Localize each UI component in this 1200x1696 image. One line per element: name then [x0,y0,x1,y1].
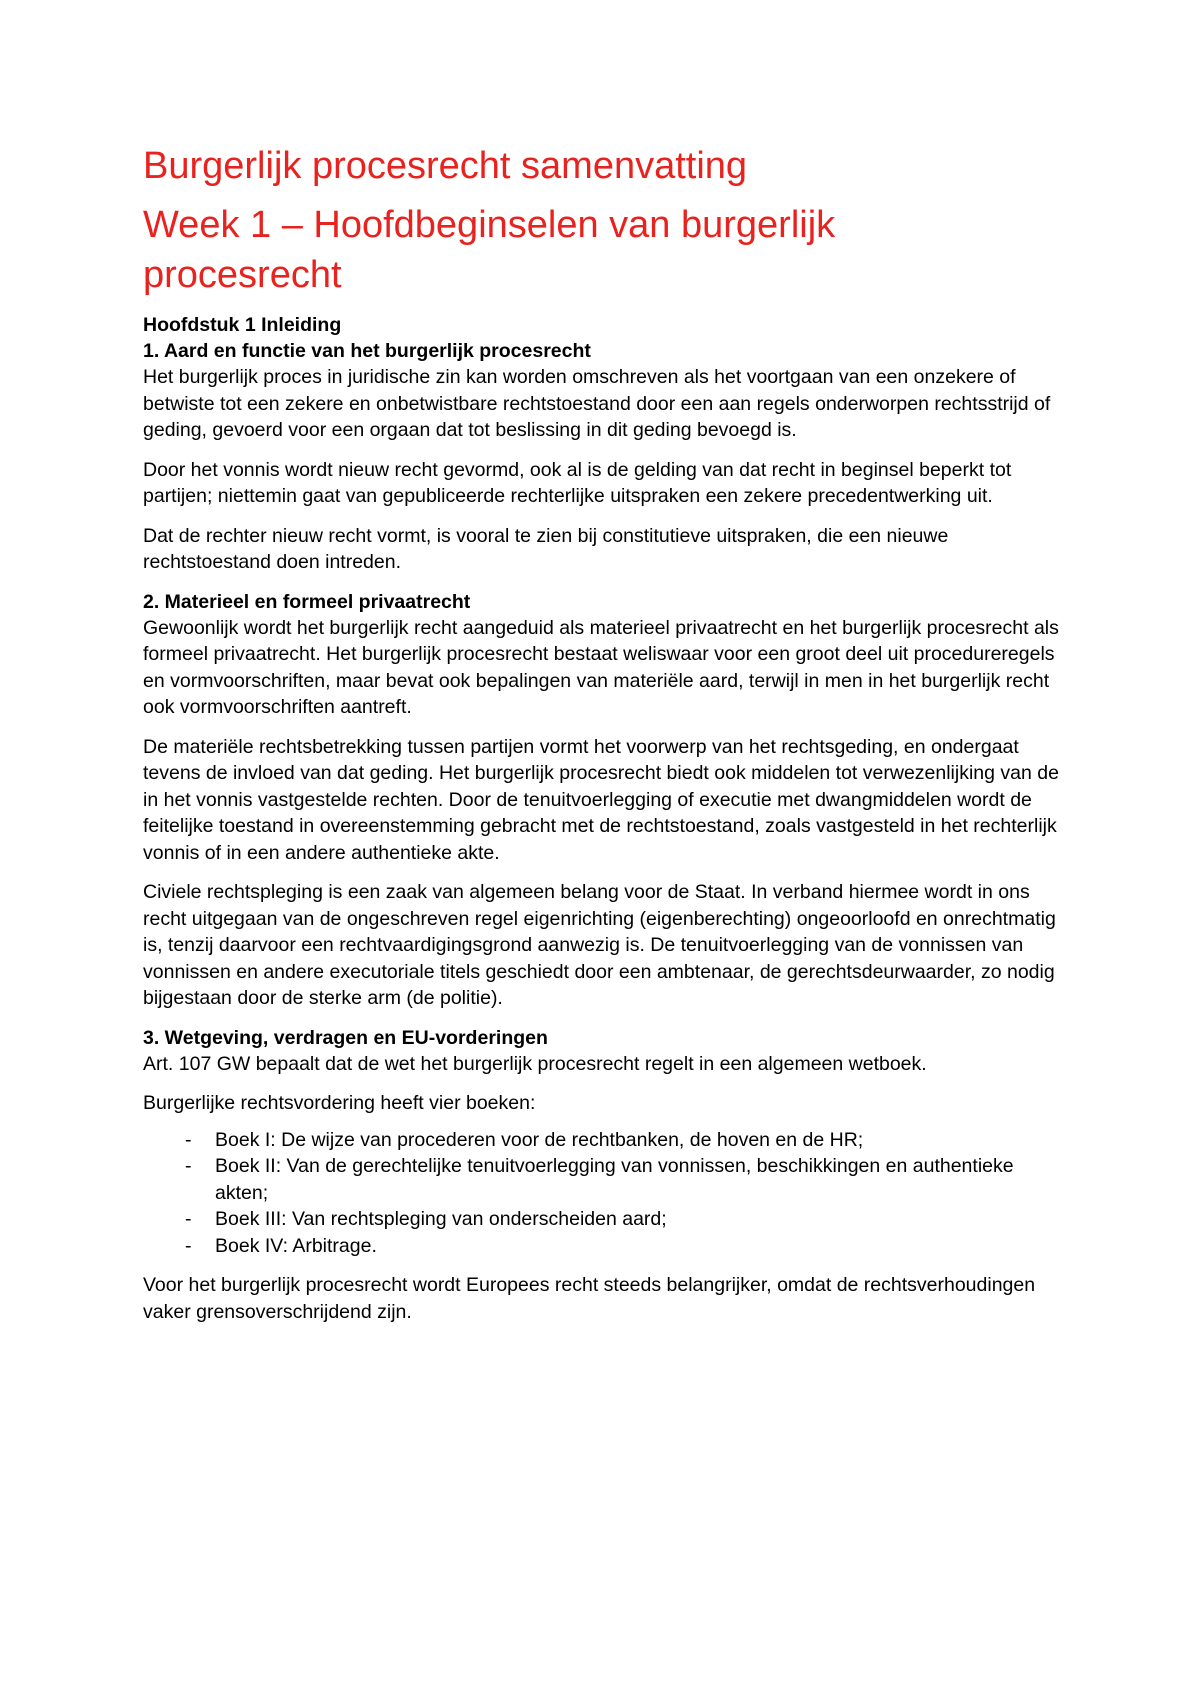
section-1-paragraph: Door het vonnis wordt nieuw recht gevormd, ook al is de gelding van dat recht in beginsel beperkt tot partijen; niettemin gaat van gepubliceerde rechterlijke uitspraken een zekere precedentwerking uit. [143,458,1012,507]
section-3-intro: Art. 107 GW bepaalt dat de wet het burgerlijk procesrecht regelt in een algemeen wetboek. [143,1052,927,1075]
books-list [143,1127,1063,1260]
dash-bullet: - [185,1208,192,1230]
section-2-paragraph: Gewoonlijk wordt het burgerlijk recht aangeduid als materieel privaatrecht en het burgerlijk procesrecht als formeel privaatrecht. Het burgerlijk procesrecht bestaat weliswaar voor een groot deel uit procedureregels en vormvoorschriften, maar bevat ook bepalingen van materiële aard, terwijl in men in het burgerlijk recht ook vormvoorschriften aantreft. [143,616,1059,718]
section-1-paragraph: Het burgerlijk proces in juridische zin kan worden omschreven als het voortgaan van een onzekere of betwiste tot een zekere en onbetwistbare rechtstoestand door een aan regels onderworpen rechtsstrijd of geding, gevoerd voor een orgaan dat tot beslissing in dit geding bevoegd is. [143,366,1051,441]
section-3-heading: 3. Wetgeving, verdragen en EU-vorderingen [143,1026,548,1049]
section-1-paragraph: Dat de rechter nieuw recht vormt, is vooral te zien bij constitutieve uitspraken, die een nieuwe rechtstoestand doen intreden. [143,524,949,573]
chapter-heading: Hoofdstuk 1 Inleiding [143,314,342,336]
week-title: Week 1 – Hoofdbeginselen van burgerlijk procesrecht [143,204,836,296]
list-item-text: Boek II: Van de gerechtelijke tenuitvoerlegging van vonnissen, beschikkingen en authentieke akten; [215,1155,1014,1204]
section-1-heading: 1. Aard en functie van het burgerlijk procesrecht [143,340,591,362]
section-3-list-intro: Burgerlijke rechtsvordering heeft vier boeken: [143,1092,536,1114]
list-item-text: Boek IV: Arbitrage. [215,1234,377,1257]
section-2-paragraph: Civiele rechtspleging is een zaak van algemeen belang voor de Staat. In verband hiermee wordt in ons recht uitgegaan van de ongeschreven regel eigenrichting (eigenberechting) ongeoorloofd en onrechtmatig is, tenzij daarvoor een rechtvaardigingsgrond aanwezig is. De tenuitvoerlegging van de vonnissen van vonnissen en andere executoriale titels geschiedt door een ambtenaar, de gerechtsdeurwaarder, zo nodig bijgestaan door de sterke arm (de politie). [143,881,1056,1009]
document-content [143,142,1063,1338]
section-2-paragraph: De materiële rechtsbetrekking tussen partijen vormt het voorwerp van het rechtsgeding, en ondergaat tevens de invloed van dat geding. Het burgerlijk procesrecht biedt ook middelen tot verwezenlijking van de in het vonnis vastgestelde rechten. Door de tenuitvoerlegging of executie met dwangmiddelen wordt de feitelijke toestand in overeenstemming gebracht met de rechtstoestand, zoals vastgesteld in het rechterlijk vonnis of in een andere authentieke akte. [143,735,1059,864]
list-item-text: Boek III: Van rechtspleging van onderscheiden aard; [215,1208,667,1230]
section-3-closing: Voor het burgerlijk procesrecht wordt Europees recht steeds belangrijker, omdat de rechtsverhoudingen vaker grensoverschrijdend zijn. [143,1274,1036,1323]
list-item-text: Boek I: De wijze van procederen voor de rechtbanken, de hoven en de HR; [215,1128,864,1151]
section-2-heading: 2. Materieel en formeel privaatrecht [143,590,471,613]
dash-bullet: - [185,1155,192,1177]
list-item [143,1206,1063,1233]
list-item [143,1153,1063,1206]
dash-bullet: - [185,1128,192,1151]
document-title: Burgerlijk procesrecht samenvatting [143,145,748,187]
list-item [143,1233,1063,1260]
list-item [143,1127,1063,1154]
dash-bullet: - [185,1234,192,1257]
